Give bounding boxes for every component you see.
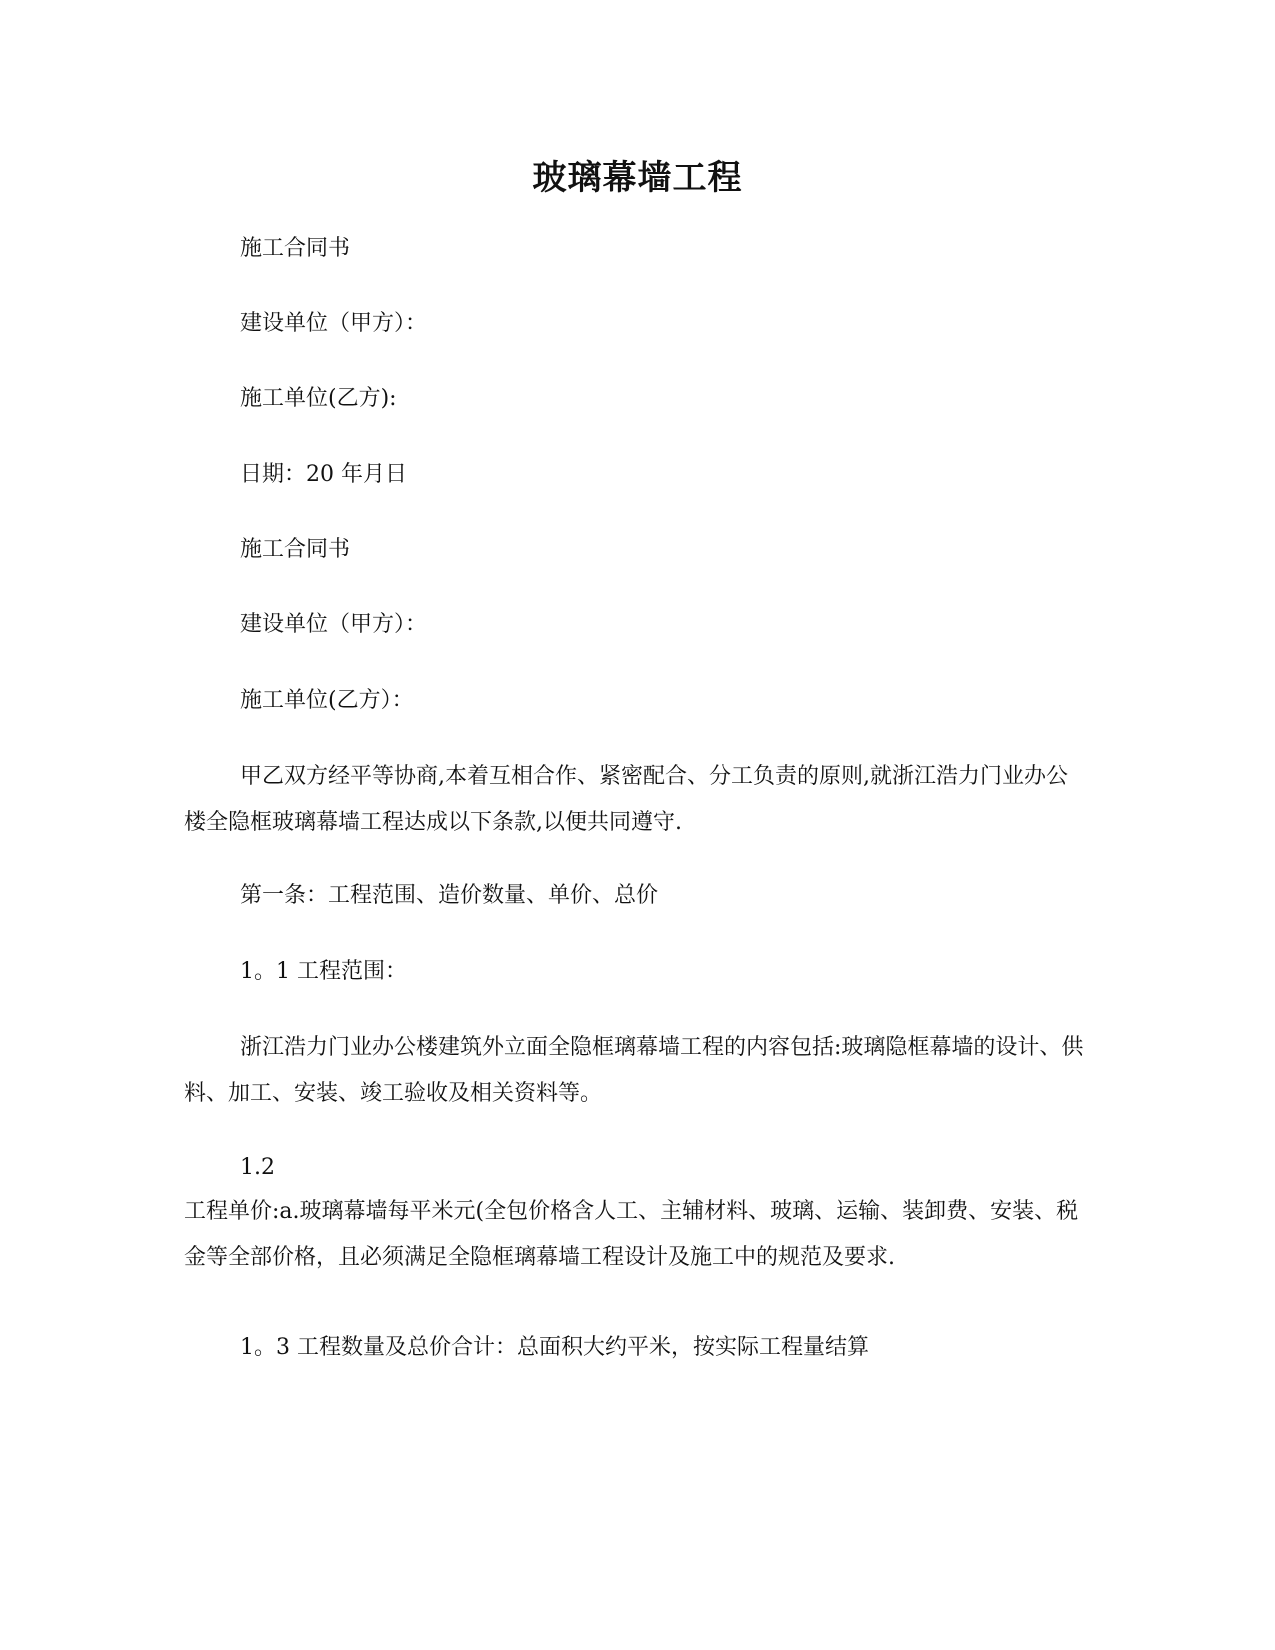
- party-b-field-repeat: 施工单位(乙方）：: [240, 688, 414, 713]
- section-1-1-heading: 1。1 工程范围：: [240, 959, 407, 984]
- contract-label: 施工合同书: [240, 236, 351, 261]
- contract-label-repeat: 施工合同书: [240, 537, 351, 562]
- section-1-3: 1。3 工程数量及总价合计：总面积大约平米，按实际工程量结算: [240, 1335, 869, 1360]
- party-a-field-repeat: 建设单位（甲方）：: [240, 612, 428, 637]
- article-1-heading: 第一条：工程范围、造价数量、单价、总价: [240, 883, 659, 908]
- section-1-2-number: 1.2: [240, 1155, 275, 1180]
- section-1-2-body: 工程单价:a.玻璃幕墙每平米元(全包价格含人工、主辅材料、玻璃、运输、装卸费、安装、税金等全部价格，且必须满足全隐框璃幕墙工程设计及施工中的规范及要求.: [184, 1199, 1079, 1270]
- document-title: 玻璃幕墙工程: [532, 158, 743, 198]
- section-1-1-body: 浙江浩力门业办公楼建筑外立面全隐框璃幕墙工程的内容包括:玻璃隐框幕墙的设计、供料、加工、安装、竣工验收及相关资料等。: [184, 1035, 1084, 1106]
- intro-paragraph: 甲乙双方经平等协商,本着互相合作、紧密配合、分工负责的原则,就浙江浩力门业办公楼全隐框玻璃幕墙工程达成以下条款,以便共同遵守.: [184, 764, 1068, 835]
- date-field: 日期：20 年月日: [240, 462, 407, 487]
- party-a-field: 建设单位（甲方）：: [240, 311, 428, 336]
- party-b-field: 施工单位(乙方):: [240, 386, 397, 411]
